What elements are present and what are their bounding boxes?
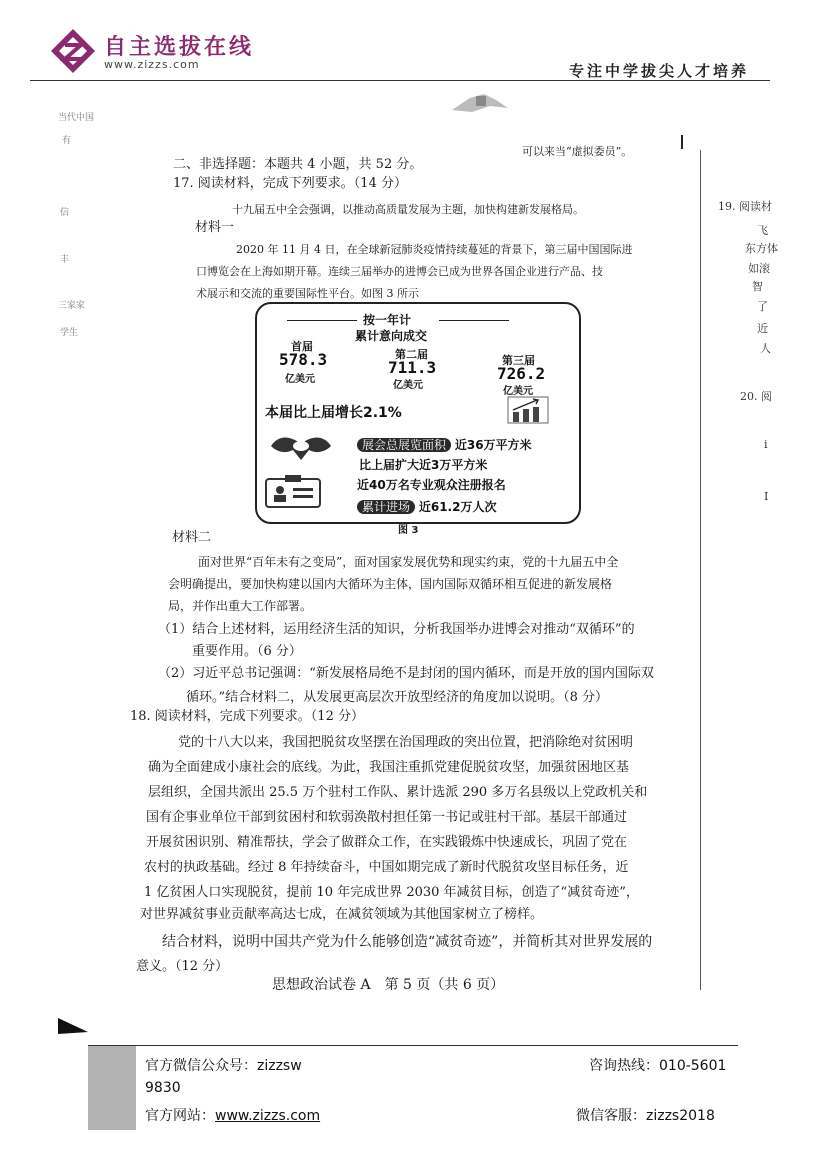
edition-unit: 亿美元 <box>393 380 423 391</box>
header-divider <box>30 80 770 81</box>
material2-line: 局，并作出重大工作部署。 <box>168 599 313 613</box>
q17-sub2: 循环。”结合材料二，从发展更高层次开放型经济的角度加以说明。（8 分） <box>186 690 609 705</box>
area-value: 近36万平方米 <box>454 438 532 452</box>
right-fragment: 人 <box>760 342 771 355</box>
right-fragment: 近 <box>757 322 768 335</box>
edition-value: 726.2 <box>497 364 546 383</box>
card-header-line2: 累计意向成交 <box>355 329 428 343</box>
section-title: 二、非选择题：本题共 4 小题，共 52 分。 <box>173 157 423 172</box>
ink-smudge-icon <box>450 90 510 114</box>
edition-value: 578.3 <box>279 350 328 369</box>
card-header-line1: 按一年计 <box>363 313 412 327</box>
right-fragment: I <box>764 490 769 503</box>
footer-divider <box>88 1045 738 1046</box>
edition-unit: 亿美元 <box>285 374 315 385</box>
zizzs-logo-icon <box>50 28 96 74</box>
right-fragment: 飞 <box>757 224 768 237</box>
logo-url[interactable]: www.zizzs.com <box>104 58 200 71</box>
q18-task: 意义。（12 分） <box>136 959 229 974</box>
q18-line: 国有企事业单位干部到贫困村和软弱涣散村担任第一书记或驻村干部。基层干部通过 <box>146 810 628 825</box>
visitor-badge-icon <box>265 474 321 508</box>
left-fragment: 有 <box>62 136 72 146</box>
q18-line: 农村的执政基础。经过 8 年持续奋斗，中国如期完成了新时代脱贫攻坚目标任务，近 <box>144 860 629 875</box>
right-fragment: i <box>764 438 768 451</box>
q17-intro: 十九届五中全会强调，以推动高质量发展为主题，加快构建新发展格局。 <box>232 203 584 216</box>
material1-line: 术展示和交流的重要国际性平台。如图 3 所示 <box>196 287 419 300</box>
q18-stem: 18. 阅读材料，完成下列要求。（12 分） <box>130 709 364 724</box>
q17-sub2: （2）习近平总书记强调：“新发展格局绝不是封闭的国内循环，而是开放的国内国际双 <box>158 666 654 681</box>
left-fragment: 三家家 <box>58 301 86 311</box>
material2-line: 会明确提出，要加快构建以国内大循环为主体，国内国际双循环相互促进的新发展格 <box>168 577 613 591</box>
left-fragment: 当代中国 <box>58 113 95 123</box>
q18-line: 层组织，全国共派出 25.5 万个驻村工作队、累计选派 290 多万名县级以上党政机关和 <box>148 785 648 800</box>
left-fragment: 信 <box>60 208 70 218</box>
right-fragment: 如滚 <box>748 262 770 275</box>
material2-line: 面对世界“百年未有之变局”，面对国家发展优势和现实约束，党的十九届五中全 <box>198 555 619 569</box>
figure-3-card <box>255 302 581 524</box>
exam-page-footer: 思想政治试卷 A 第 5 页（共 6 页） <box>272 977 505 993</box>
column-divider <box>700 150 701 990</box>
expo-center-icon <box>265 432 337 464</box>
footer-wechat-official: 官方微信公众号：zizzsw <box>145 1058 302 1074</box>
material1-line: 2020 年 11 月 4 日，在全球新冠肺炎疫情持续蔓延的背景下，第三届中国国际进 <box>236 243 633 256</box>
left-fragment: 丰 <box>60 255 70 265</box>
entry-value: 近61.2万人次 <box>418 500 497 514</box>
header-rule-left <box>287 320 357 321</box>
q18-task: 结合材料，说明中国共产党为什么能够创造“减贫奇迹”，并简析其对世界发展的 <box>162 934 653 950</box>
left-fragment: 学生 <box>60 328 79 338</box>
footer-hotline: 咨询热线：010-5601 <box>589 1058 727 1074</box>
footer-hotline-cont: 9830 <box>145 1080 181 1096</box>
q18-line: 确为全面建成小康社会的底线。为此，我国注重抓党建促脱贫攻坚，加强贫困地区基 <box>148 760 630 775</box>
entry-pill: 累计进场 <box>357 500 415 514</box>
q18-line: 1 亿贫困人口实现脱贫，提前 10 年完成世界 2030 年减贫目标，创造了“减贫奇迹”， <box>144 885 639 900</box>
edition-label: 第三届 <box>502 354 535 367</box>
footer-gray-block <box>88 1046 136 1130</box>
material1-label: 材料一 <box>195 220 235 235</box>
right-fragment: 20. 阅 <box>740 390 772 403</box>
figure-caption: 图 3 <box>398 525 419 536</box>
right-fragment: 19. 阅读材 <box>718 200 772 213</box>
right-fragment: 了 <box>757 300 768 313</box>
area-row <box>357 436 532 453</box>
q17-stem: 17. 阅读材料，完成下列要求。（14 分） <box>173 176 407 191</box>
q18-line: 对世界减贫事业贡献率高达七成，在减贫领域为其他国家树立了榜样。 <box>140 907 544 922</box>
area-expand: 比上届扩大近3万平方米 <box>359 458 488 472</box>
edition-unit: 亿美元 <box>503 386 533 397</box>
header-rule-right <box>439 320 509 321</box>
edition-label: 首届 <box>291 340 313 353</box>
q17-sub1: 重要作用。（6 分） <box>192 644 302 659</box>
right-fragment: 东方体 <box>745 242 778 255</box>
material2-label: 材料二 <box>172 530 212 545</box>
footer-website-row <box>145 1105 320 1125</box>
edition-label: 第二届 <box>395 348 428 361</box>
q17-sub1: （1）结合上述材料，运用经济生活的知识，分析我国举办进博会对推动“双循环”的 <box>158 622 635 637</box>
column-mark <box>681 135 683 149</box>
header-slogan: 专注中学拔尖人才培养 <box>568 62 749 80</box>
footer-website-link[interactable]: www.zizzs.com <box>215 1108 321 1124</box>
growth-chart-icon <box>507 396 549 424</box>
visitors-text: 近40万名专业观众注册报名 <box>357 478 506 492</box>
entry-row <box>357 498 496 515</box>
logo-title: 自主选拔在线 <box>104 35 255 60</box>
area-pill: 展会总展览面积 <box>357 438 451 452</box>
q18-line: 党的十八大以来，我国把脱贫攻坚摆在治国理政的突出位置，把消除绝对贫困明 <box>178 735 634 750</box>
footer-wechat-service: 微信客服：zizzs2018 <box>576 1108 715 1124</box>
material1-line: 口博览会在上海如期开幕。连续三届举办的进博会已成为世界各国企业进行产品、技 <box>196 265 603 278</box>
footer-website-label: 官方网站： <box>145 1108 215 1124</box>
corner-mark-icon <box>58 1018 88 1034</box>
q18-line: 开展贫困识别、精准帮扶，学会了做群众工作，在实践锻炼中快速成长，巩固了党在 <box>146 835 628 850</box>
growth-text: 本届比上届增长2.1% <box>265 405 402 421</box>
edition-value: 711.3 <box>388 358 437 377</box>
right-fragment: 智 <box>752 280 763 293</box>
top-right-fragment: 可以来当“虚拟委员”。 <box>522 145 633 158</box>
